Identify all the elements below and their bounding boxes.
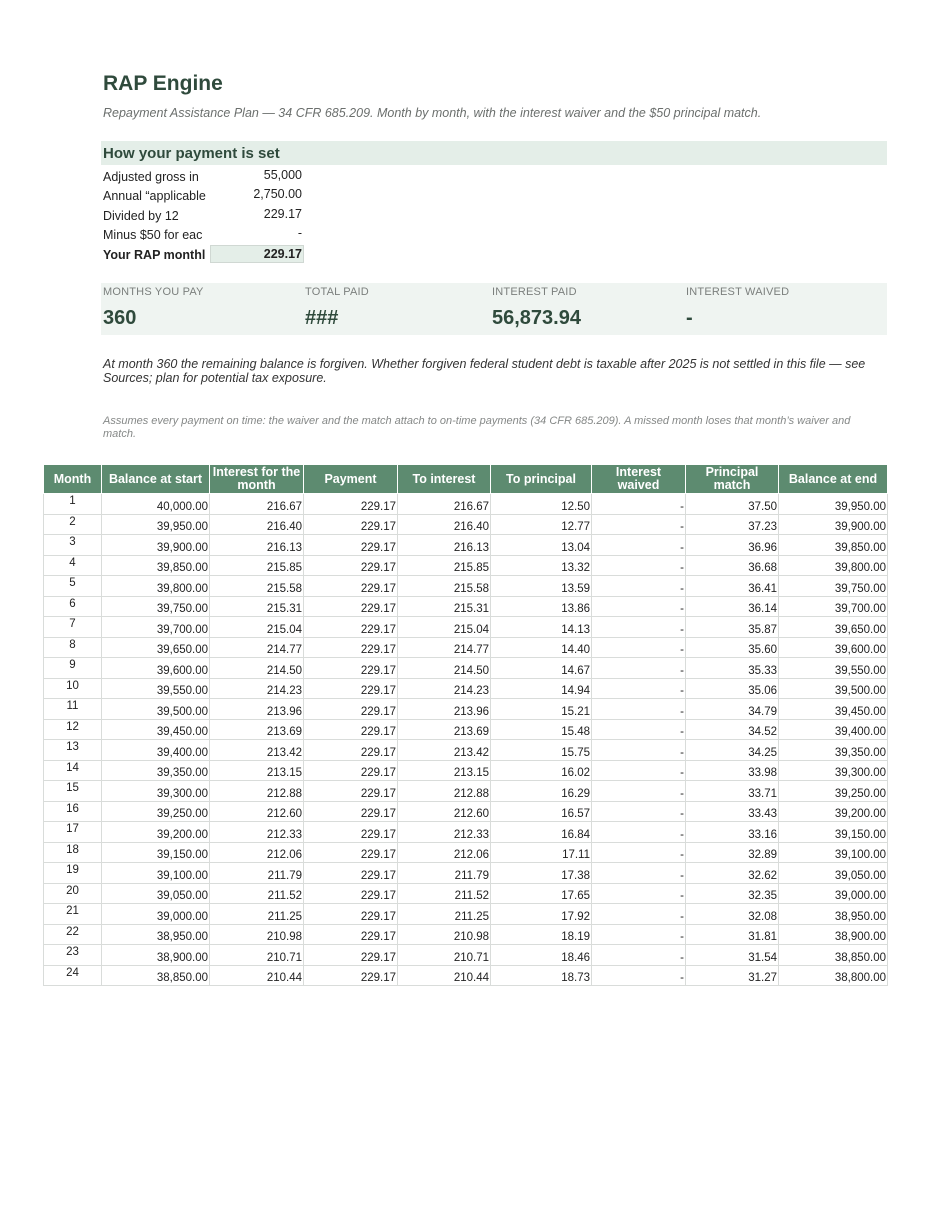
- cell-balance-start[interactable]: 39,050.00: [102, 883, 210, 904]
- cell-principal-match[interactable]: 32.62: [686, 863, 779, 884]
- cell-balance-end[interactable]: 39,650.00: [779, 617, 888, 638]
- cell-balance-start[interactable]: 38,900.00: [102, 945, 210, 966]
- cell-balance-end[interactable]: 38,850.00: [779, 945, 888, 966]
- cell-to-interest[interactable]: 216.40: [398, 514, 491, 535]
- cell-month[interactable]: 18: [44, 842, 102, 863]
- table-row: [44, 965, 888, 986]
- cell-payment[interactable]: 229.17: [304, 637, 398, 658]
- cell-month[interactable]: 11: [44, 699, 102, 720]
- cell-interest-waived[interactable]: -: [592, 801, 686, 822]
- stat-label: INTEREST WAIVED: [686, 286, 790, 298]
- cell-payment[interactable]: 229.17: [304, 535, 398, 556]
- cell-interest-month[interactable]: 215.58: [210, 576, 304, 597]
- cell-to-principal[interactable]: 13.86: [491, 596, 592, 617]
- cell-to-principal[interactable]: 12.50: [491, 494, 592, 515]
- cell-principal-match[interactable]: 36.96: [686, 535, 779, 556]
- cell-month[interactable]: 5: [44, 576, 102, 597]
- cell-principal-match[interactable]: 33.43: [686, 801, 779, 822]
- stat-label: MONTHS YOU PAY: [103, 286, 204, 298]
- cell-to-principal[interactable]: 18.46: [491, 945, 592, 966]
- cell-balance-start[interactable]: 39,450.00: [102, 719, 210, 740]
- table-row: [44, 863, 888, 884]
- cell-balance-start[interactable]: 39,250.00: [102, 801, 210, 822]
- cell-principal-match[interactable]: 33.16: [686, 822, 779, 843]
- cell-payment[interactable]: 229.17: [304, 801, 398, 822]
- cell-interest-month[interactable]: 212.60: [210, 801, 304, 822]
- table-row: [44, 801, 888, 822]
- cell-to-principal[interactable]: 13.32: [491, 555, 592, 576]
- calc-label: Minus $50 for eac: [103, 228, 203, 242]
- col-header-interest-month[interactable]: Interest for the month: [210, 465, 304, 494]
- cell-principal-match[interactable]: 35.06: [686, 678, 779, 699]
- cell-principal-match[interactable]: 37.50: [686, 494, 779, 515]
- stat-value: -: [686, 307, 693, 329]
- cell-balance-start[interactable]: 39,500.00: [102, 699, 210, 720]
- cell-interest-month[interactable]: 213.15: [210, 760, 304, 781]
- cell-interest-month[interactable]: 211.52: [210, 883, 304, 904]
- cell-to-principal[interactable]: 17.11: [491, 842, 592, 863]
- table-row: [44, 883, 888, 904]
- cell-interest-month[interactable]: 216.40: [210, 514, 304, 535]
- table-row: [44, 781, 888, 802]
- cell-interest-waived[interactable]: -: [592, 945, 686, 966]
- cell-interest-month[interactable]: 214.77: [210, 637, 304, 658]
- cell-month[interactable]: 21: [44, 904, 102, 925]
- cell-interest-waived[interactable]: -: [592, 924, 686, 945]
- calc-label: Adjusted gross in: [103, 170, 199, 184]
- cell-to-principal[interactable]: 16.84: [491, 822, 592, 843]
- cell-balance-end[interactable]: 39,300.00: [779, 760, 888, 781]
- cell-balance-end[interactable]: 39,550.00: [779, 658, 888, 679]
- table-row: [44, 760, 888, 781]
- cell-to-interest[interactable]: 212.33: [398, 822, 491, 843]
- cell-payment[interactable]: 229.17: [304, 555, 398, 576]
- cell-interest-waived[interactable]: -: [592, 576, 686, 597]
- cell-balance-start[interactable]: 39,350.00: [102, 760, 210, 781]
- cell-payment[interactable]: 229.17: [304, 924, 398, 945]
- cell-to-principal[interactable]: 15.48: [491, 719, 592, 740]
- cell-month[interactable]: 13: [44, 740, 102, 761]
- cell-balance-end[interactable]: 39,700.00: [779, 596, 888, 617]
- cell-payment[interactable]: 229.17: [304, 842, 398, 863]
- cell-to-principal[interactable]: 18.73: [491, 965, 592, 986]
- col-header-payment[interactable]: Payment: [304, 465, 398, 494]
- cell-payment[interactable]: 229.17: [304, 904, 398, 925]
- summary-stats: [101, 283, 887, 335]
- table-row: [44, 924, 888, 945]
- cell-interest-waived[interactable]: -: [592, 617, 686, 638]
- cell-interest-waived[interactable]: -: [592, 760, 686, 781]
- table-row: [44, 740, 888, 761]
- cell-balance-end[interactable]: 39,600.00: [779, 637, 888, 658]
- cell-month[interactable]: 2: [44, 514, 102, 535]
- cell-principal-match[interactable]: 31.27: [686, 965, 779, 986]
- calc-value[interactable]: 229.17: [263, 247, 302, 261]
- calc-value[interactable]: 2,750.00: [253, 187, 302, 201]
- cell-to-interest[interactable]: 211.79: [398, 863, 491, 884]
- cell-balance-start[interactable]: 39,400.00: [102, 740, 210, 761]
- cell-month[interactable]: 22: [44, 924, 102, 945]
- cell-interest-waived[interactable]: -: [592, 555, 686, 576]
- cell-principal-match[interactable]: 33.98: [686, 760, 779, 781]
- calc-value[interactable]: -: [297, 226, 302, 240]
- cell-principal-match[interactable]: 35.87: [686, 617, 779, 638]
- col-header-to-interest[interactable]: To interest: [398, 465, 491, 494]
- cell-interest-waived[interactable]: -: [592, 863, 686, 884]
- cell-month[interactable]: 1: [44, 494, 102, 515]
- cell-payment[interactable]: 229.17: [304, 822, 398, 843]
- cell-balance-start[interactable]: 38,850.00: [102, 965, 210, 986]
- cell-to-principal[interactable]: 12.77: [491, 514, 592, 535]
- cell-balance-end[interactable]: 38,950.00: [779, 904, 888, 925]
- cell-to-principal[interactable]: 17.92: [491, 904, 592, 925]
- cell-to-principal[interactable]: 14.40: [491, 637, 592, 658]
- calc-row-minus-50: [101, 225, 304, 244]
- cell-to-interest[interactable]: 216.13: [398, 535, 491, 556]
- cell-balance-start[interactable]: 39,200.00: [102, 822, 210, 843]
- cell-to-interest[interactable]: 215.85: [398, 555, 491, 576]
- table-body: [44, 494, 888, 986]
- table-row: [44, 514, 888, 535]
- cell-to-principal[interactable]: 14.13: [491, 617, 592, 638]
- cell-interest-month[interactable]: 212.06: [210, 842, 304, 863]
- cell-interest-waived[interactable]: -: [592, 699, 686, 720]
- table-row: [44, 617, 888, 638]
- cell-interest-month[interactable]: 211.79: [210, 863, 304, 884]
- calc-label: Your RAP monthl: [103, 248, 206, 262]
- cell-balance-end[interactable]: 39,800.00: [779, 555, 888, 576]
- cell-month[interactable]: 24: [44, 965, 102, 986]
- cell-to-interest[interactable]: 215.31: [398, 596, 491, 617]
- table-row: [44, 494, 888, 515]
- cell-principal-match[interactable]: 36.68: [686, 555, 779, 576]
- cell-interest-waived[interactable]: -: [592, 842, 686, 863]
- table-row: [44, 842, 888, 863]
- cell-interest-month[interactable]: 215.31: [210, 596, 304, 617]
- cell-month[interactable]: 15: [44, 781, 102, 802]
- cell-principal-match[interactable]: 32.35: [686, 883, 779, 904]
- col-header-balance-end[interactable]: Balance at end: [779, 465, 888, 494]
- cell-month[interactable]: 3: [44, 535, 102, 556]
- cell-month[interactable]: 12: [44, 719, 102, 740]
- cell-interest-month[interactable]: 215.04: [210, 617, 304, 638]
- cell-balance-end[interactable]: 39,150.00: [779, 822, 888, 843]
- cell-balance-end[interactable]: 38,800.00: [779, 965, 888, 986]
- cell-interest-waived[interactable]: -: [592, 781, 686, 802]
- cell-balance-end[interactable]: 39,950.00: [779, 494, 888, 515]
- cell-interest-waived[interactable]: -: [592, 740, 686, 761]
- cell-to-principal[interactable]: 17.65: [491, 883, 592, 904]
- table-row: [44, 699, 888, 720]
- cell-payment[interactable]: 229.17: [304, 514, 398, 535]
- cell-balance-start[interactable]: 39,950.00: [102, 514, 210, 535]
- cell-balance-start[interactable]: 40,000.00: [102, 494, 210, 515]
- table-row: [44, 555, 888, 576]
- cell-principal-match[interactable]: 32.89: [686, 842, 779, 863]
- assumption-note: Assumes every payment on time: the waiver and the match attach to on-time payments (34 CFR 685.209). A missed month loses that month’s waiver and match.: [103, 415, 851, 440]
- table-header: [44, 465, 888, 494]
- cell-interest-waived[interactable]: -: [592, 658, 686, 679]
- cell-payment[interactable]: 229.17: [304, 945, 398, 966]
- cell-balance-start[interactable]: 39,850.00: [102, 555, 210, 576]
- cell-month[interactable]: 19: [44, 863, 102, 884]
- cell-to-principal[interactable]: 15.21: [491, 699, 592, 720]
- cell-principal-match[interactable]: 31.54: [686, 945, 779, 966]
- cell-interest-month[interactable]: 216.13: [210, 535, 304, 556]
- cell-payment[interactable]: 229.17: [304, 863, 398, 884]
- cell-payment[interactable]: 229.17: [304, 596, 398, 617]
- cell-month[interactable]: 4: [44, 555, 102, 576]
- cell-month[interactable]: 16: [44, 801, 102, 822]
- cell-to-interest[interactable]: 210.71: [398, 945, 491, 966]
- cell-to-interest[interactable]: 215.04: [398, 617, 491, 638]
- cell-interest-waived[interactable]: -: [592, 719, 686, 740]
- cell-payment[interactable]: 229.17: [304, 699, 398, 720]
- cell-balance-start[interactable]: 39,150.00: [102, 842, 210, 863]
- cell-balance-end[interactable]: 39,400.00: [779, 719, 888, 740]
- cell-payment[interactable]: 229.17: [304, 494, 398, 515]
- cell-to-principal[interactable]: 16.29: [491, 781, 592, 802]
- cell-balance-start[interactable]: 39,900.00: [102, 535, 210, 556]
- cell-interest-waived[interactable]: -: [592, 822, 686, 843]
- cell-interest-month[interactable]: 214.50: [210, 658, 304, 679]
- cell-payment[interactable]: 229.17: [304, 719, 398, 740]
- cell-to-principal[interactable]: 13.04: [491, 535, 592, 556]
- cell-to-interest[interactable]: 215.58: [398, 576, 491, 597]
- cell-to-principal[interactable]: 14.67: [491, 658, 592, 679]
- cell-principal-match[interactable]: 35.33: [686, 658, 779, 679]
- cell-payment[interactable]: 229.17: [304, 760, 398, 781]
- stat-value: ###: [305, 307, 339, 329]
- cell-balance-end[interactable]: 39,750.00: [779, 576, 888, 597]
- cell-balance-end[interactable]: 39,050.00: [779, 863, 888, 884]
- cell-principal-match[interactable]: 32.08: [686, 904, 779, 925]
- cell-principal-match[interactable]: 37.23: [686, 514, 779, 535]
- cell-to-principal[interactable]: 14.94: [491, 678, 592, 699]
- cell-balance-start[interactable]: 39,650.00: [102, 637, 210, 658]
- cell-payment[interactable]: 229.17: [304, 965, 398, 986]
- cell-month[interactable]: 23: [44, 945, 102, 966]
- calc-row-divided: [101, 206, 304, 225]
- cell-interest-waived[interactable]: -: [592, 637, 686, 658]
- cell-to-principal[interactable]: 15.75: [491, 740, 592, 761]
- cell-balance-end[interactable]: 39,250.00: [779, 781, 888, 802]
- cell-month[interactable]: 6: [44, 596, 102, 617]
- cell-interest-waived[interactable]: -: [592, 535, 686, 556]
- cell-to-interest[interactable]: 210.98: [398, 924, 491, 945]
- cell-principal-match[interactable]: 36.14: [686, 596, 779, 617]
- cell-principal-match[interactable]: 34.79: [686, 699, 779, 720]
- cell-interest-waived[interactable]: -: [592, 514, 686, 535]
- cell-principal-match[interactable]: 31.81: [686, 924, 779, 945]
- cell-interest-month[interactable]: 211.25: [210, 904, 304, 925]
- calc-label: Annual “applicable: [103, 189, 206, 203]
- table-header-row: [44, 465, 888, 494]
- cell-to-interest[interactable]: 216.67: [398, 494, 491, 515]
- cell-payment[interactable]: 229.17: [304, 883, 398, 904]
- cell-to-interest[interactable]: 214.77: [398, 637, 491, 658]
- cell-interest-month[interactable]: 216.67: [210, 494, 304, 515]
- cell-payment[interactable]: 229.17: [304, 740, 398, 761]
- cell-payment[interactable]: 229.17: [304, 678, 398, 699]
- cell-interest-waived[interactable]: -: [592, 965, 686, 986]
- stat-label: INTEREST PAID: [492, 286, 577, 298]
- cell-to-interest[interactable]: 212.06: [398, 842, 491, 863]
- cell-interest-month[interactable]: 212.88: [210, 781, 304, 802]
- cell-month[interactable]: 9: [44, 658, 102, 679]
- calc-value[interactable]: 229.17: [263, 207, 302, 221]
- cell-month[interactable]: 10: [44, 678, 102, 699]
- cell-principal-match[interactable]: 34.52: [686, 719, 779, 740]
- calc-section-title: How your payment is set: [103, 145, 280, 162]
- cell-balance-start[interactable]: 39,750.00: [102, 596, 210, 617]
- cell-month[interactable]: 20: [44, 883, 102, 904]
- cell-interest-waived[interactable]: -: [592, 494, 686, 515]
- amortization-table: [43, 464, 888, 986]
- cell-balance-start[interactable]: 39,700.00: [102, 617, 210, 638]
- col-header-month[interactable]: Month: [44, 465, 102, 494]
- cell-payment[interactable]: 229.17: [304, 781, 398, 802]
- calc-row-applicable: [101, 186, 304, 205]
- cell-interest-month[interactable]: 215.85: [210, 555, 304, 576]
- page-title: RAP Engine: [103, 72, 223, 95]
- cell-principal-match[interactable]: 35.60: [686, 637, 779, 658]
- cell-month[interactable]: 14: [44, 760, 102, 781]
- cell-balance-end[interactable]: 39,450.00: [779, 699, 888, 720]
- col-header-balance-start[interactable]: Balance at start: [102, 465, 210, 494]
- cell-balance-end[interactable]: 38,900.00: [779, 924, 888, 945]
- cell-principal-match[interactable]: 36.41: [686, 576, 779, 597]
- cell-to-interest[interactable]: 214.23: [398, 678, 491, 699]
- calc-row-monthly-payment: [101, 245, 304, 264]
- cell-to-interest[interactable]: 213.42: [398, 740, 491, 761]
- cell-balance-start[interactable]: 39,600.00: [102, 658, 210, 679]
- cell-interest-month[interactable]: 210.44: [210, 965, 304, 986]
- col-header-principal-match[interactable]: Principal match: [686, 465, 779, 494]
- cell-balance-end[interactable]: 39,850.00: [779, 535, 888, 556]
- cell-to-interest[interactable]: 212.60: [398, 801, 491, 822]
- cell-balance-start[interactable]: 38,950.00: [102, 924, 210, 945]
- calc-row-agi: [101, 167, 304, 186]
- cell-principal-match[interactable]: 33.71: [686, 781, 779, 802]
- table-row: [44, 576, 888, 597]
- cell-to-principal[interactable]: 18.19: [491, 924, 592, 945]
- cell-balance-end[interactable]: 39,500.00: [779, 678, 888, 699]
- cell-to-interest[interactable]: 214.50: [398, 658, 491, 679]
- col-header-interest-waived[interactable]: Interest waived: [592, 465, 686, 494]
- cell-interest-waived[interactable]: -: [592, 596, 686, 617]
- cell-balance-end[interactable]: 39,100.00: [779, 842, 888, 863]
- cell-to-interest[interactable]: 211.52: [398, 883, 491, 904]
- calc-value[interactable]: 55,000: [263, 168, 302, 182]
- cell-interest-month[interactable]: 213.96: [210, 699, 304, 720]
- cell-to-interest[interactable]: 213.15: [398, 760, 491, 781]
- forgiveness-note: At month 360 the remaining balance is forgiven. Whether forgiven federal student debt is taxable after 2025 is not settled in this file — see Sources; plan for potential tax exposure.: [103, 357, 866, 385]
- calc-label: Divided by 12: [103, 209, 179, 223]
- cell-month[interactable]: 8: [44, 637, 102, 658]
- cell-month[interactable]: 7: [44, 617, 102, 638]
- table-row: [44, 596, 888, 617]
- cell-interest-month[interactable]: 213.42: [210, 740, 304, 761]
- cell-balance-start[interactable]: 39,000.00: [102, 904, 210, 925]
- cell-balance-end[interactable]: 39,000.00: [779, 883, 888, 904]
- page-subtitle: Repayment Assistance Plan — 34 CFR 685.209. Month by month, with the interest waiver and the $50 principal match.: [103, 106, 762, 120]
- cell-interest-waived[interactable]: -: [592, 678, 686, 699]
- cell-payment[interactable]: 229.17: [304, 576, 398, 597]
- table-row: [44, 637, 888, 658]
- cell-month[interactable]: 17: [44, 822, 102, 843]
- cell-interest-month[interactable]: 212.33: [210, 822, 304, 843]
- cell-interest-month[interactable]: 214.23: [210, 678, 304, 699]
- cell-payment[interactable]: 229.17: [304, 617, 398, 638]
- cell-balance-end[interactable]: 39,350.00: [779, 740, 888, 761]
- cell-balance-start[interactable]: 39,800.00: [102, 576, 210, 597]
- cell-to-interest[interactable]: 212.88: [398, 781, 491, 802]
- cell-to-principal[interactable]: 13.59: [491, 576, 592, 597]
- cell-payment[interactable]: 229.17: [304, 658, 398, 679]
- col-header-to-principal[interactable]: To principal: [491, 465, 592, 494]
- table-row: [44, 678, 888, 699]
- table-row: [44, 822, 888, 843]
- cell-balance-start[interactable]: 39,100.00: [102, 863, 210, 884]
- cell-principal-match[interactable]: 34.25: [686, 740, 779, 761]
- cell-interest-month[interactable]: 213.69: [210, 719, 304, 740]
- cell-to-principal[interactable]: 17.38: [491, 863, 592, 884]
- stat-label: TOTAL PAID: [305, 286, 369, 298]
- table-row: [44, 904, 888, 925]
- stat-value: 56,873.94: [492, 307, 581, 329]
- cell-balance-start[interactable]: 39,300.00: [102, 781, 210, 802]
- table-row: [44, 945, 888, 966]
- cell-to-principal[interactable]: 16.02: [491, 760, 592, 781]
- cell-balance-end[interactable]: 39,200.00: [779, 801, 888, 822]
- cell-to-interest[interactable]: 213.69: [398, 719, 491, 740]
- cell-balance-end[interactable]: 39,900.00: [779, 514, 888, 535]
- cell-interest-month[interactable]: 210.71: [210, 945, 304, 966]
- cell-interest-waived[interactable]: -: [592, 883, 686, 904]
- cell-to-interest[interactable]: 210.44: [398, 965, 491, 986]
- table-row: [44, 535, 888, 556]
- cell-to-interest[interactable]: 213.96: [398, 699, 491, 720]
- stat-value: 360: [103, 307, 137, 329]
- cell-to-principal[interactable]: 16.57: [491, 801, 592, 822]
- calc-section-header: [101, 141, 887, 165]
- table-row: [44, 719, 888, 740]
- cell-to-interest[interactable]: 211.25: [398, 904, 491, 925]
- table-row: [44, 658, 888, 679]
- cell-balance-start[interactable]: 39,550.00: [102, 678, 210, 699]
- cell-interest-month[interactable]: 210.98: [210, 924, 304, 945]
- cell-interest-waived[interactable]: -: [592, 904, 686, 925]
